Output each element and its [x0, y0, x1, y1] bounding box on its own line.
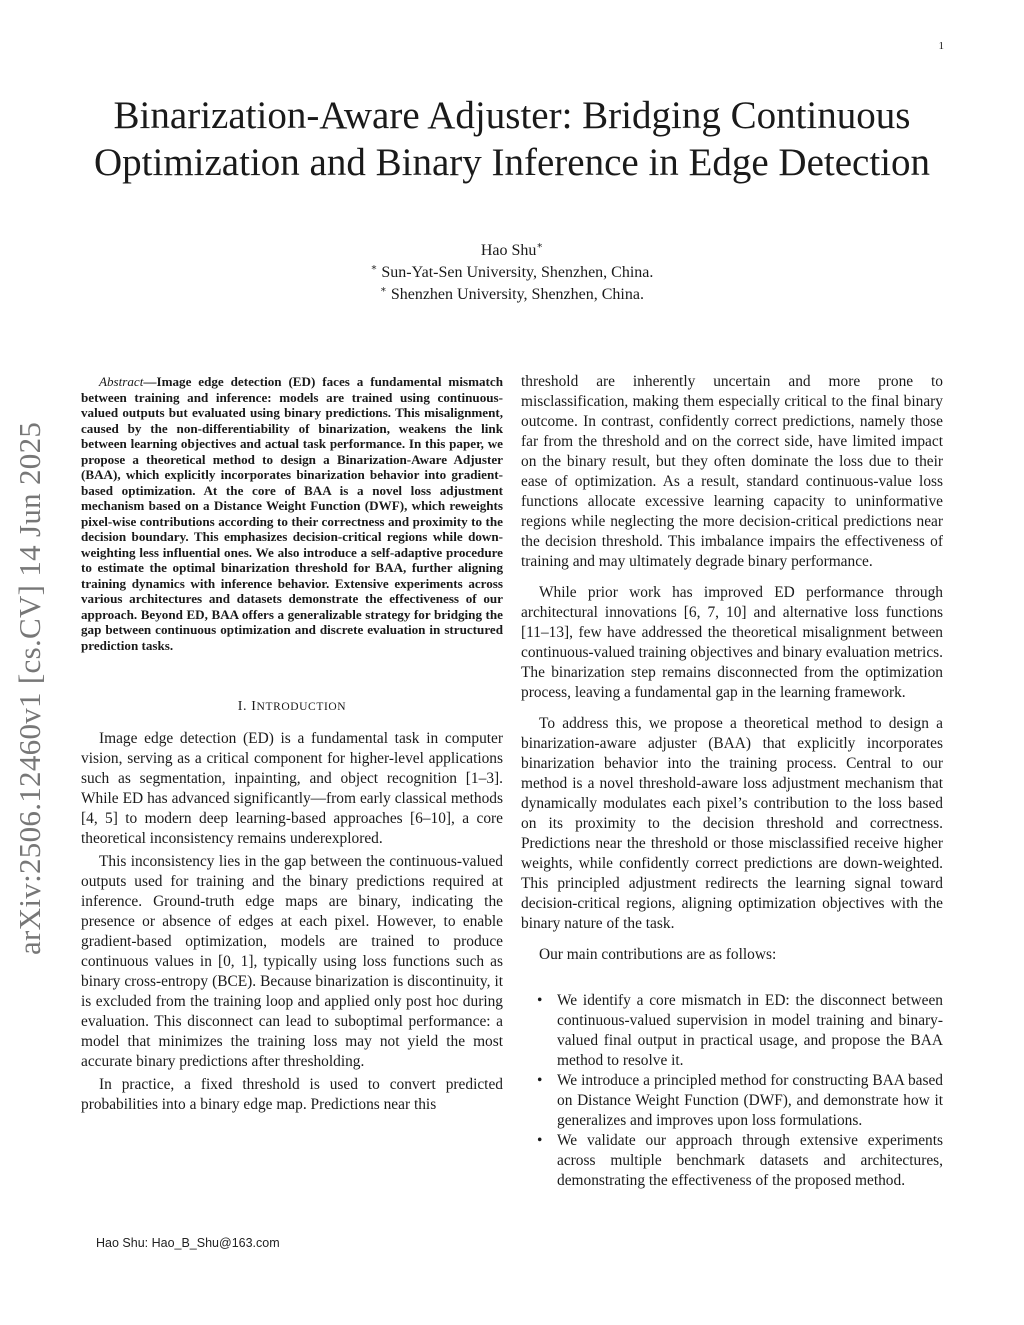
right-paragraph-1: threshold are inherently uncertain and more prone to misclassification, making them especially critical to the final binary outcome. In contrast, confidently correct predictions, namely those far from the threshold and on the correct side, have limited impact on the binary result, but they often dominate the loss due to their ease of optimization. As a result, standard continuous-value loss functions allocate excessive learning capacity to uninformative regions while neglecting the more decision-critical predictions near the decision threshold. This imbalance impairs the effectiveness of training and may ultimately degrade binary performance.: [521, 373, 943, 570]
arxiv-identifier-stamp: arXiv:2506.12460v1 [cs.CV] 14 Jun 2025: [12, 421, 47, 955]
right-paragraph-3: To address this, we propose a theoretical method to design a binarization-aware adjuster (BAA) that explicitly incorporates binarization behavior into the training process. Central to our method is a novel threshold-aware loss adjustment mechanism that dynamically modulates each pixel’s contribution to the loss based on its proximity to the decision threshold and correctness. Predictions near the threshold or those misclassified receive higher weights, while confidently correct predictions are down-weighted. This principled adjustment redirects the learning signal toward decision-critical regions, aligning optimization objectives with the binary nature of the task.: [521, 715, 943, 932]
intro-paragraph-2: This inconsistency lies in the gap between the continuous-valued outputs used for training and the binary predictions required at inference. Ground-truth edge maps are binary, indicating the presence or absence of edges at each pixel. However, to enable gradient-based optimization, models are trained to produce continuous values in [0, 1], typically using loss functions such as binary cross-entropy (BCE). Because binarization is discontinuity, it is excluded from the training loop and applied only post hoc during evaluation. This disconnect can lead to suboptimal performance: a model that minimizes the training loss may not yield the most accurate binary predictions after thresholding.: [81, 853, 503, 1070]
affiliation-1: ∗ Sun-Yat-Sen University, Shenzhen, China.: [370, 262, 654, 281]
list-item: • We introduce a principled method for constructing BAA based on Distance Weight Function (DWF), and demonstrate how it generalizes and improves upon loss formulations.: [537, 1072, 943, 1129]
author-name: Hao Shu∗: [480, 240, 544, 259]
bullet-icon: •: [537, 1072, 543, 1089]
bullet-icon: •: [537, 1132, 543, 1149]
affiliation-2: ∗ Shenzhen University, Shenzhen, China.: [380, 284, 644, 303]
right-paragraph-2: While prior work has improved ED performance through architectural innovations [6, 7, 10] and alternative loss functions [11–13], few have addressed the theoretical misalignment between continuous-valued training objectives and binary evaluation metrics. The binarization step remains disconnected from the optimization process, leaving a fundamental gap in the learning framework.: [521, 584, 943, 701]
abstract-text: Image edge detection (ED) faces a fundamental mismatch between training and inference: models are trained using continuous-valued outputs but evaluated using binary predictions. This misalignment, caused by the non-differentiability of binarization, weakens the link between learning objectives and actual task performance. In this paper, we propose a theoretical method to design a Binarization-Aware Adjuster (BAA), which explicitly incorporates binarization behavior into gradient-based optimization. At the core of BAA is a novel loss adjustment mechanism based on a Distance Weight Function (DWF), which reweights pixel-wise contributions according to their correctness and proximity to the decision boundary. This emphasizes decision-critical regions while down-weighting less influential ones. We also introduce a self-adaptive procedure to estimate the optimal binarization threshold for BAA, further aligning training dynamics with inference behavior. Extensive experiments across various architectures and datasets demonstrate the effectiveness of our approach. Beyond ED, BAA offers a generalizable strategy for bridging the gap between continuous optimization and discrete evaluation in structured prediction tasks.: [81, 374, 503, 653]
contributions-list: [521, 991, 943, 1191]
author-marker: ∗: [536, 240, 544, 252]
abstract: Abstract—Image edge detection (ED) faces a fundamental mismatch between training and inference: models are trained using continuous-valued outputs but evaluated using binary predictions. This misalignment, caused by the non-differentiability of binarization, weakens the link between learning objectives and actual task performance. In this paper, we propose a theoretical method to design a Binarization-Aware Adjuster (BAA), which explicitly incorporates binarization behavior into gradient-based optimization. At the core of BAA is a novel loss adjustment mechanism based on a Distance Weight Function (DWF), which reweights pixel-wise contributions according to their correctness and proximity to the decision boundary. This emphasizes decision-critical regions while down-weighting less influential ones. We also introduce a self-adaptive procedure to estimate the optimal binarization threshold for BAA, further aligning training dynamics with inference behavior. Extensive experiments across various architectures and datasets demonstrate the effectiveness of our approach. Beyond ED, BAA offers a generalizable strategy for bridging the gap between continuous optimization and discrete evaluation in structured prediction tasks.: [81, 374, 503, 653]
footnote-email: Hao Shu: Hao_B_Shu@163.com: [96, 1236, 280, 1250]
list-item: • We validate our approach through extensive experiments across multiple benchmark datasets and architectures, demonstrating the effectiveness of the proposed method.: [537, 1132, 943, 1189]
section-heading-introduction: I. INTRODUCTION: [237, 699, 347, 714]
list-item: • We identify a core mismatch in ED: the disconnect between continuous-valued supervision in model training and binary-valued final output in practical usage, and propose the BAA method to resolve it.: [537, 992, 943, 1069]
abstract-label: Abstract: [99, 374, 144, 389]
paper-title: Binarization-Aware Adjuster: Bridging Continuous Optimization and Binary Inference in Edge Detection: [93, 94, 931, 184]
left-column: [81, 374, 503, 1115]
right-column: [521, 372, 943, 1191]
contributions-intro: Our main contributions are as follows:: [539, 946, 777, 963]
author-block: [0, 240, 1024, 306]
bullet-icon: •: [537, 992, 543, 1009]
intro-paragraph-3: In practice, a fixed threshold is used to convert predicted probabilities into a binary edge map. Predictions near this: [81, 1076, 503, 1113]
page-number: 1: [938, 40, 944, 52]
intro-paragraph-1: Image edge detection (ED) is a fundamental task in computer vision, serving as a critical component for higher-level applications such as segmentation, inpainting, and object recognition [1–3]. While ED has advanced significantly—from early classical methods [4, 5] to modern deep learning-based approaches [6–10], a core theoretical inconsistency remains underexplored.: [81, 730, 503, 847]
